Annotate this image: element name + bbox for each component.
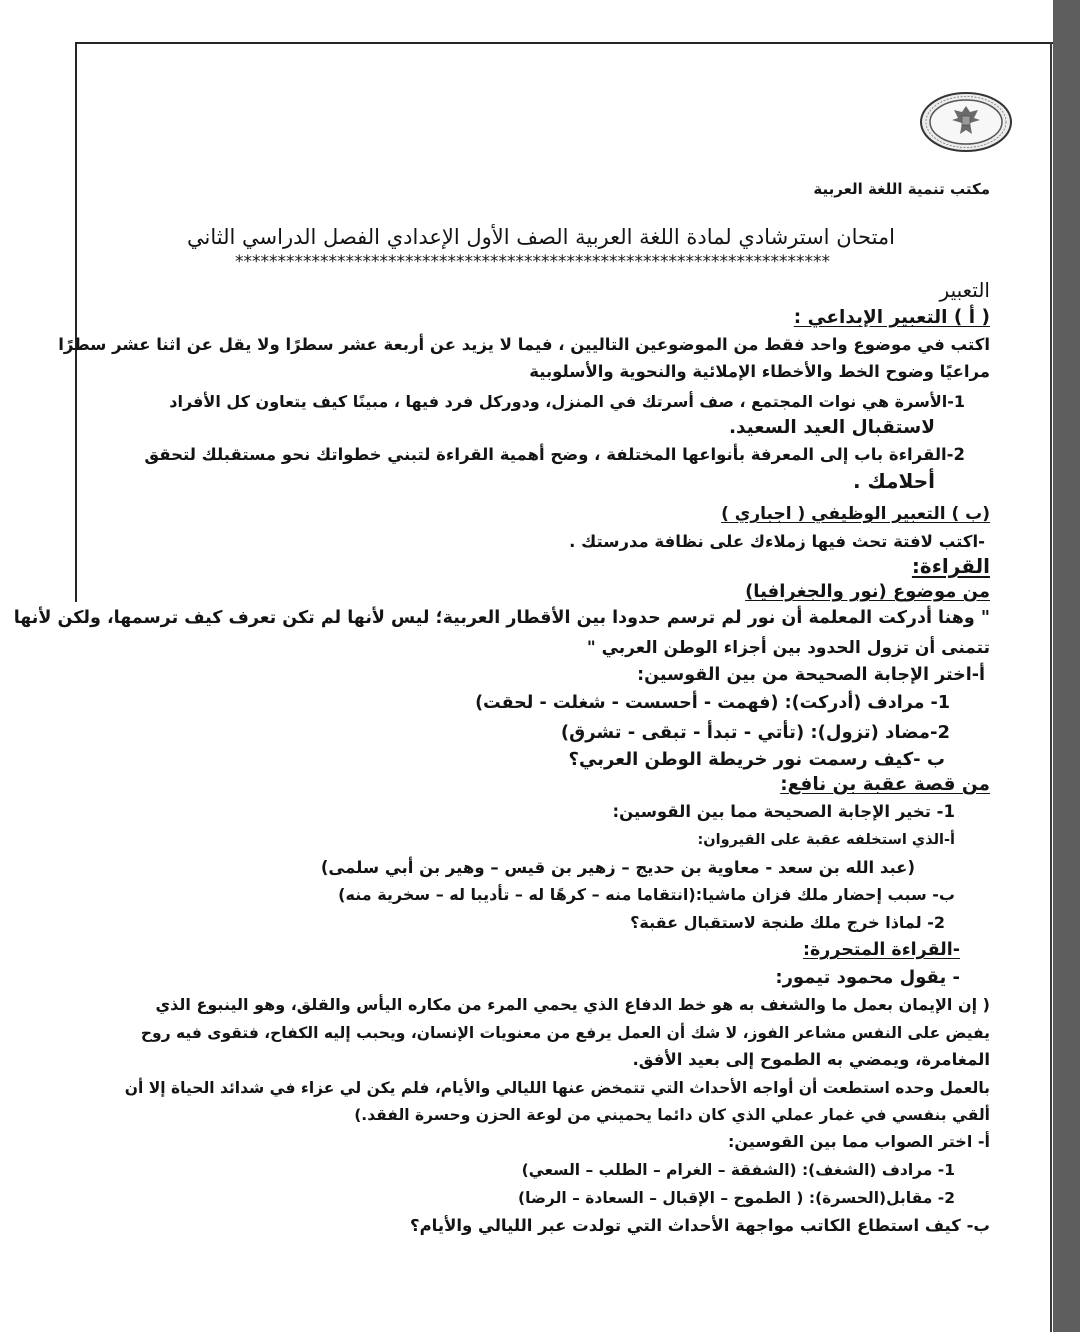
unseen-reading-intro: - يقول محمود تيمور: [775, 967, 960, 988]
nour-question-a1: 1- مرادف (أدركت): (فهمت - أحسست - شغلت - لحقت) [475, 693, 950, 713]
unseen-reading-heading: -القراءة المتحررة: [802, 940, 960, 960]
nour-question-a: أ-اختر الإجابة الصحيحة من بين القوسين: [637, 665, 985, 685]
section-heading-reading: القراءة: [911, 554, 990, 578]
uqba-question-1b: ب- سبب إحضار ملك فزان ماشيا:(انتقاما منه – كرهًا له – تأديبا له – سخرية منه) [338, 885, 955, 904]
unseen-passage-line: ألقي بنفسي في غمار عملي الذي كان دائما يحميني من لوعة الحزن وحسرة الفقد.) [354, 1106, 990, 1124]
functional-task: -اكتب لافتة تحث فيها زملاءك على نظافة مدرستك . [569, 532, 985, 551]
uqba-question-2: 2- لماذا خرج ملك طنجة لاستقبال عقبة؟ [630, 913, 945, 932]
uqba-question-1: 1- تخير الإجابة الصحيحة مما بين القوسين: [612, 802, 955, 821]
page-frame-left [75, 42, 77, 602]
topic-1-line: لاستقبال العيد السعيد. [728, 417, 935, 438]
unseen-passage-line: يفيض على النفس مشاعر الفوز، لا شك أن العمل يرفع من معنويات الإنسان، ويحبب إليه الكفاح، فتقوى فيه روح [140, 1024, 990, 1042]
unseen-question-a1: 1- مرادف (الشغف): (الشفقة – الغرام – الطلب – السعي) [521, 1161, 955, 1179]
uqba-question-1a-options: (عبد الله بن سعد - معاوية بن حديج – زهير بن قيس – وهير بن أبي سلمى) [320, 858, 915, 877]
creative-composition-heading: ( أ ) التعبير الإبداعي : [793, 307, 990, 328]
office-name: مكتب تنمية اللغة العربية [813, 180, 990, 198]
uqba-story-heading: من قصة عقبة بن نافع: [780, 774, 990, 795]
nour-passage-line: تتمنى أن تزول الحدود بين أجزاء الوطن العربي " [586, 638, 990, 658]
unseen-question-b: ب- كيف استطاع الكاتب مواجهة الأحداث التي تولدت عبر الليالي والأيام؟ [410, 1216, 990, 1235]
instruction-line: مراعيًا وضوح الخط والأخطاء الإملائية والنحوية والأسلوبية [529, 362, 990, 381]
nour-question-a2: 2-مضاد (تزول): (تأتي - تبدأ - تبقى - تشرق) [560, 722, 950, 743]
title-divider: ********************************************************************** [235, 252, 830, 272]
unseen-question-a: أ- اختر الصواب مما بين القوسين: [727, 1132, 990, 1151]
nour-passage-line: " وهنا أدركت المعلمة أن نور لم ترسم حدودا بين الأقطار العربية؛ ليس لأنها لم تكن تعرف كيف ترسمها، ولكن لأنها [13, 608, 990, 628]
nour-topic-heading: من موضوع (نور والجغرافيا) [745, 581, 990, 602]
page-frame-right [1050, 42, 1052, 1332]
functional-composition-heading: (ب ) التعبير الوظيفي ( اجباري ) [721, 504, 990, 524]
instruction-line: اكتب في موضوع واحد فقط من الموضوعين التاليين ، فيما لا يزيد عن أربعة عشر سطرًا ولا يقل عن اثنا عشر سطرًا [58, 335, 990, 354]
topic-1-line: 1-الأسرة هي نوات المجتمع ، صف أسرتك في المنزل، ودوركل فرد فيها ، مبينًا كيف يتعاون كل الأفراد [169, 392, 965, 411]
unseen-passage-line: بالعمل وحده استطعت أن أواجه الأحداث التي تتمخض عنها الليالي والأيام، فلم يكن لي عزاء في شدائد الحياة إلا أن [124, 1079, 990, 1097]
page-frame-top [75, 42, 1053, 44]
nour-question-b: ب -كيف رسمت نور خريطة الوطن العربي؟ [568, 749, 945, 770]
unseen-passage-line: المغامرة، ويمضي به الطموح إلى بعيد الأفق. [632, 1050, 990, 1069]
uqba-question-1a: أ-الذي استخلفه عقبة على القيروان: [697, 832, 955, 848]
topic-2-line: أحلامك . [852, 469, 935, 493]
viewer-right-edge [1053, 0, 1080, 1332]
exam-title: امتحان استرشادي لمادة اللغة العربية الصف الأول الإعدادي الفصل الدراسي الثاني [187, 225, 895, 249]
unseen-question-a2: 2- مقابل(الحسرة): ( الطموح – الإقبال – السعادة – الرضا) [518, 1189, 955, 1207]
ministry-seal-logo [918, 90, 1014, 154]
unseen-passage-line: ( إن الإيمان بعمل ما والشغف به هو خط الدفاع الذي يحمي المرء من مكاره اليأس والقلق، وهو الينبوع الذي [155, 995, 990, 1014]
topic-2-line: 2-القراءة باب إلى المعرفة بأنواعها المختلفة ، وضح أهمية القراءة لتبني خطواتك نحو مستقبلك لتحقق [144, 445, 965, 464]
section-heading-composition: التعبير [939, 278, 990, 302]
